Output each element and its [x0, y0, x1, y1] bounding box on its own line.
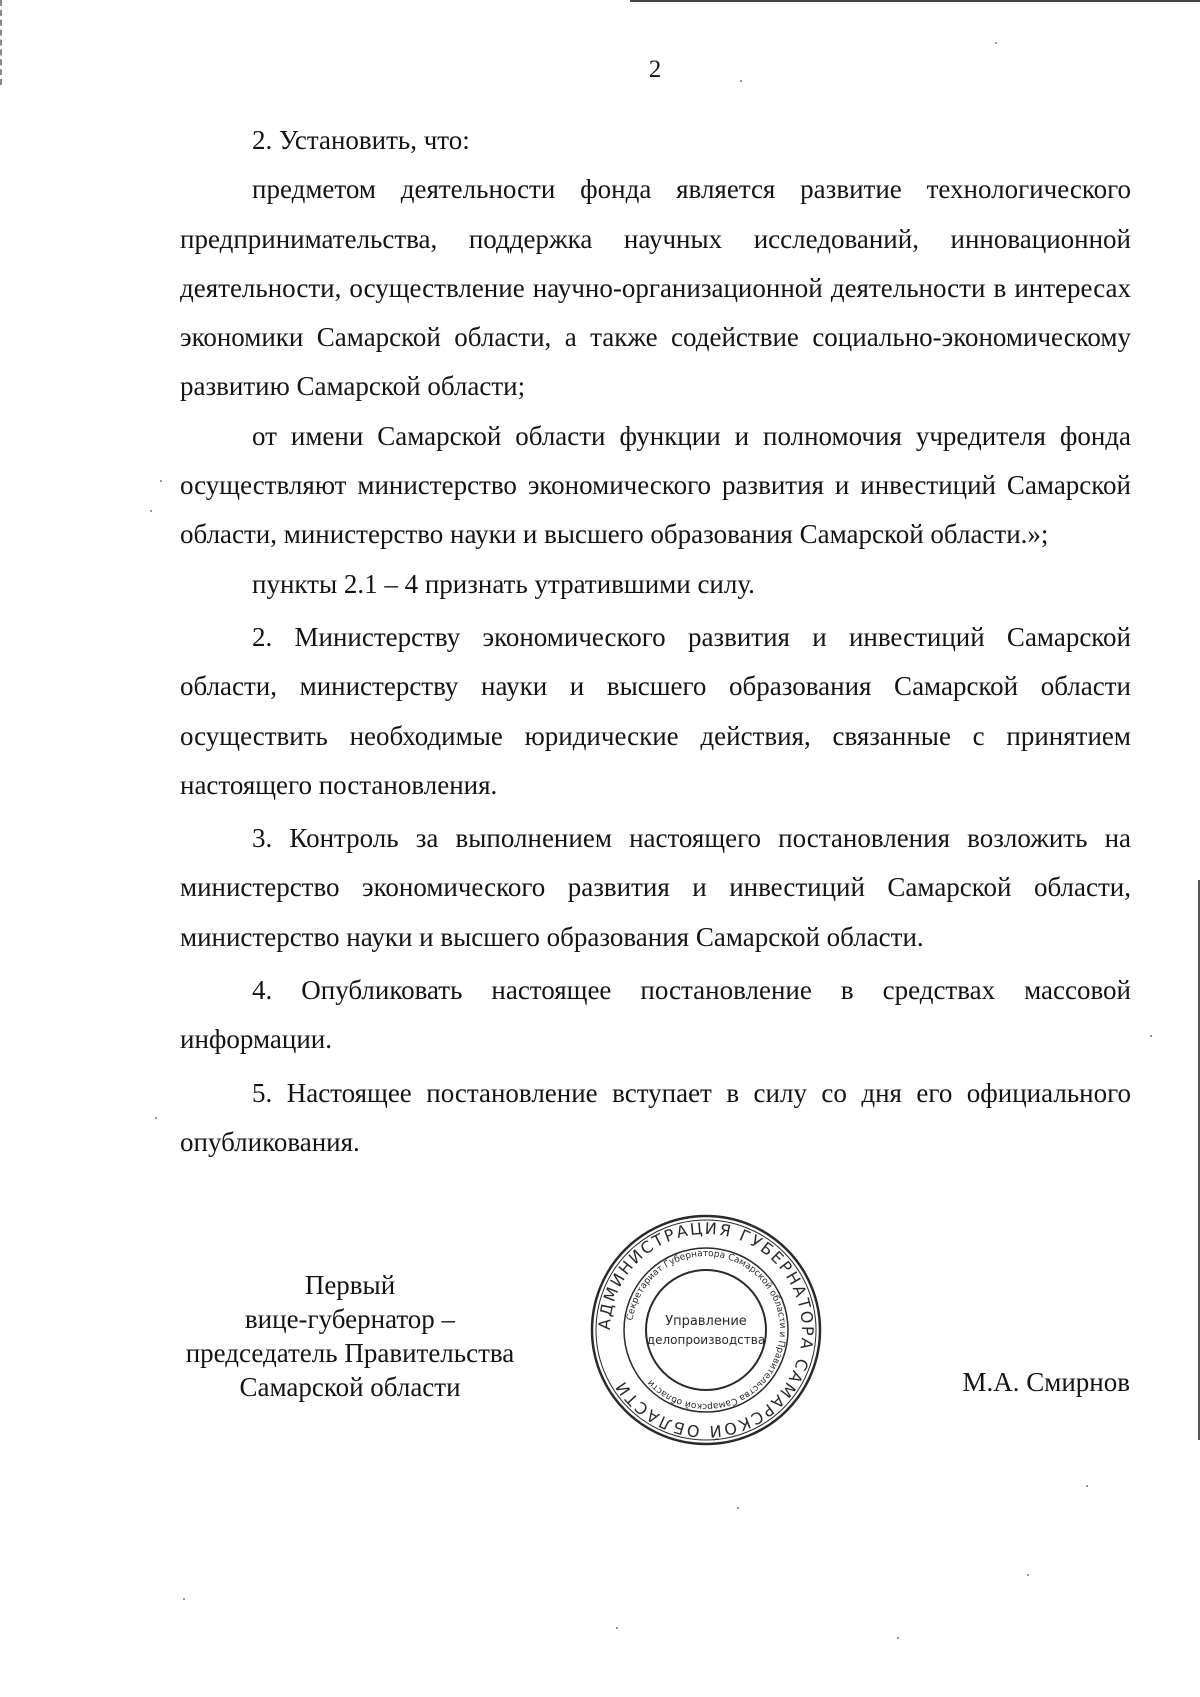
signatory-title-line: вице-губернатор –: [244, 1304, 456, 1334]
paragraph: 2. Установить, что:: [252, 125, 470, 155]
scan-speck: [1027, 1574, 1029, 1576]
seal-inner-ring: [646, 1270, 766, 1390]
scan-speck: [740, 80, 742, 82]
paragraph: предметом деятельности фонда является развитие технологического предпринимательства, поддержка научных исследований, инновационной деятельности, осуществление научно-организационной деятельности в интересах экономики Самарской области, а также содействие социально-экономическому развитию Самарской области;: [180, 174, 1131, 402]
paragraph: 4. Опубликовать настоящее постановление в средствах массовой информации.: [180, 975, 1131, 1055]
seal-outer-text-path: АДМИНИСТРАЦИЯ ГУБЕРНАТОРА САМАРСКОЙ ОБЛАСТИ: [594, 1218, 818, 1442]
seal-middle-text: [626, 1249, 787, 1411]
scan-speck: [160, 480, 162, 482]
scan-edge-line: [630, 0, 1200, 2]
signatory-title-line: председатель Правительства: [185, 1338, 515, 1368]
scan-speck: [995, 42, 997, 44]
page-number: 2: [648, 56, 662, 83]
document-body: [180, 116, 1131, 1167]
signatory-title-line: Первый: [304, 1270, 396, 1300]
scan-speck: [616, 1627, 618, 1629]
paragraph: пункты 2.1 – 4 признать утратившими силу.: [252, 568, 755, 599]
scan-speck: [183, 1598, 185, 1600]
seal-center-line: делопроизводства: [646, 1333, 766, 1347]
paragraph: 5. Настоящее постановление вступает в силу со дня его официального опубликования.: [180, 1077, 1131, 1157]
signatory-title: [150, 1268, 550, 1404]
seal-middle-ring: [624, 1248, 788, 1412]
scan-speck: [1150, 1035, 1152, 1037]
scan-speck: [737, 1507, 739, 1509]
seal-center-line: Управление: [665, 1314, 747, 1329]
signatory-name: М.А. Смирнов: [962, 1367, 1130, 1397]
signatory-title-line: Самарской области: [239, 1372, 461, 1402]
scan-speck: [1086, 1485, 1088, 1487]
scan-speck: [897, 1637, 899, 1639]
paragraph: 3. Контроль за выполнением настоящего постановления возложить на министерство экономического развития и инвестиций Самарской области, министерство науки и высшего образования Самарской области.: [180, 823, 1131, 952]
paragraph: 2. Министерству экономического развития и инвестиций Самарской области, министерству науки и высшего образования Самарской области осуществить необходимые юридические действия, связанные с принятием настоящего постановления.: [180, 621, 1131, 800]
scan-speck: [150, 510, 152, 512]
seal-middle-text-path: Секретариат Губернатора Самарской области и Правительства Самарской области: [625, 1248, 788, 1412]
official-seal: [588, 1212, 824, 1448]
paragraph: от имени Самарской области функции и полномочия учредителя фонда осуществляют министерство экономического развития и инвестиций Самарской области, министерство науки и высшего образования Самарской области.»;: [180, 420, 1131, 550]
scan-speck: [155, 1117, 157, 1119]
